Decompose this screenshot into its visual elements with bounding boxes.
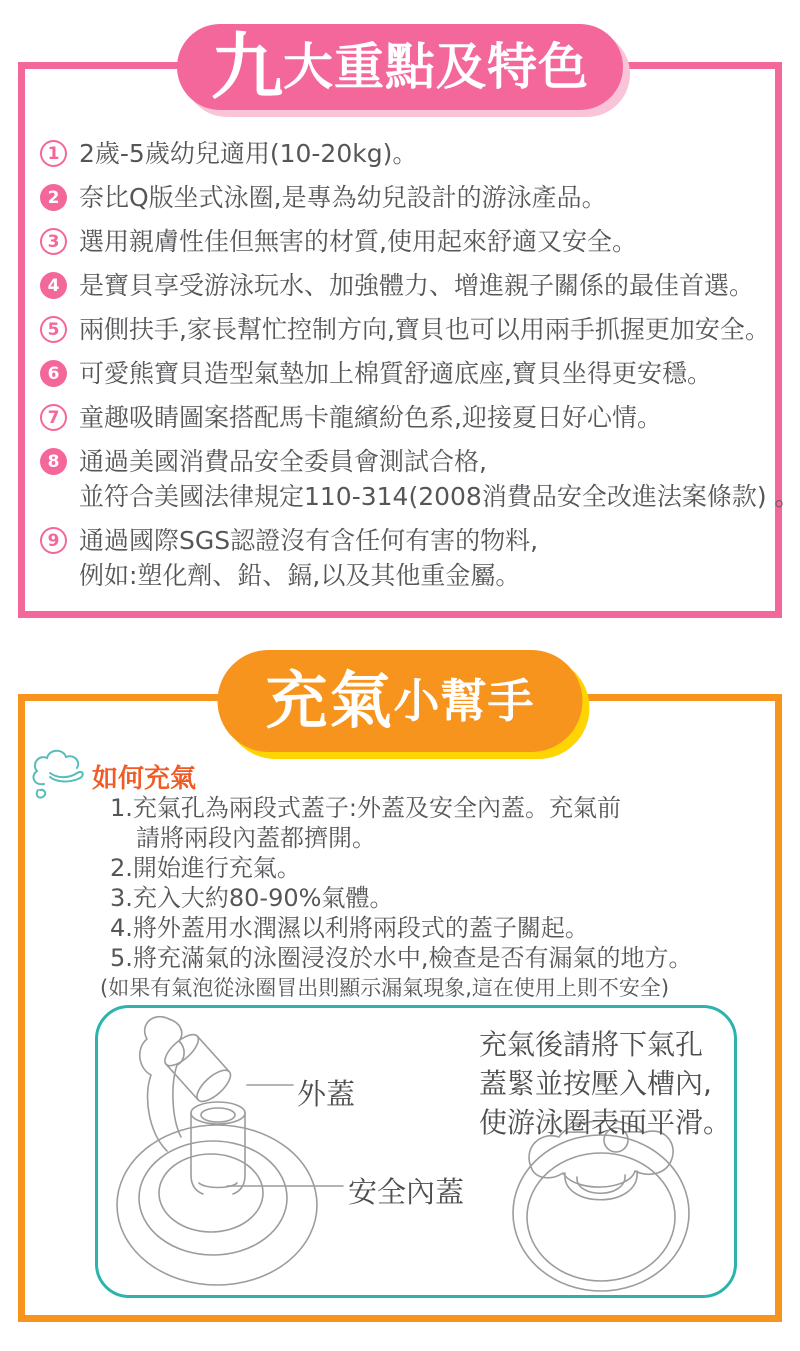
number-badge-3: 3 (40, 228, 67, 255)
feature-text: 奈比Q版坐式泳圈,是專為幼兒設計的游泳產品。 (79, 183, 607, 212)
feature-item-3 (40, 226, 760, 257)
step-4: 4.將外蓋用水潤濕以利將兩段式的蓋子關起。 (110, 914, 589, 942)
inflation-title-rest: 小幫手 (393, 674, 535, 728)
feature-text: 通過美國消費品安全委員會測試合格, (79, 447, 487, 476)
feature-item-6 (40, 358, 760, 389)
number-badge-4: 4 (40, 272, 67, 299)
number-badge-8: 8 (40, 448, 67, 475)
features-title-big: 九 (210, 25, 284, 109)
number-badge-5: 5 (40, 316, 67, 343)
feature-text: 童趣吸睛圖案搭配馬卡龍繽紛色系,迎接夏日好心情。 (79, 403, 662, 432)
feature-item-2 (40, 182, 760, 213)
howto-heading: 如何充氣 (92, 764, 197, 794)
tip-line-3: 使游泳圈表面平滑。 (479, 1106, 732, 1139)
number-badge-7: 7 (40, 404, 67, 431)
feature-text: 可愛熊寶貝造型氣墊加上棉質舒適底座,寶貝坐得更安穩。 (79, 359, 712, 388)
feature-text-continued: 並符合美國法律規定110-314(2008消費品安全改進法案條款) 。 (79, 482, 800, 511)
inflation-title-big: 充氣 (265, 664, 394, 737)
tip-line-2: 蓋緊並按壓入槽內, (479, 1067, 712, 1100)
tip-line-1: 充氣後請將下氣孔 (479, 1028, 704, 1061)
feature-list (40, 138, 800, 604)
wind-cloud-icon (28, 746, 90, 806)
number-badge-9: 9 (40, 527, 67, 554)
feature-item-8 (40, 446, 800, 512)
features-title-badge (177, 24, 623, 110)
step-1: 1.充氣孔為兩段式蓋子:外蓋及安全內蓋。充氣前 (110, 794, 621, 822)
inflation-title-badge (217, 650, 582, 752)
inflation-steps (100, 793, 693, 1003)
feature-text: 2歲-5歲幼兒適用(10-20kg)。 (79, 139, 418, 168)
inner-cap-label: 安全內蓋 (348, 1175, 465, 1209)
feature-item-7 (40, 402, 760, 433)
number-badge-1: 1 (40, 140, 67, 167)
feature-item-1 (40, 138, 760, 169)
number-badge-2: 2 (40, 184, 67, 211)
feature-text: 兩側扶手,家長幫忙控制方向,寶貝也可以用兩手抓握更加安全。 (79, 315, 770, 344)
feature-text: 通過國際SGS認證沒有含任何有害的物料, (79, 526, 539, 555)
features-title-rest: 大重點及特色 (283, 38, 590, 96)
feature-text: 是寶貝享受游泳玩水、加強體力、增進親子關係的最佳首選。 (79, 271, 755, 300)
step-1-continued: 請將兩段內蓋都擠開。 (136, 824, 376, 852)
step-3: 3.充入大約80-90%氣體。 (110, 884, 394, 912)
outer-cap-label: 外蓋 (297, 1077, 356, 1111)
leak-warning-note: (如果有氣泡從泳圈冒出則顯示漏氣現象,這在使用上則不安全) (100, 976, 670, 1000)
step-5: 5.將充滿氣的泳圈浸沒於水中,檢查是否有漏氣的地方。 (110, 944, 693, 972)
feature-item-5 (40, 314, 770, 345)
number-badge-6: 6 (40, 360, 67, 387)
feature-item-9 (40, 525, 760, 591)
feature-text: 選用親膚性佳但無害的材質,使用起來舒適又安全。 (79, 227, 637, 256)
step-2: 2.開始進行充氣。 (110, 854, 301, 882)
press-valve-tip (479, 1025, 734, 1142)
feature-item-4 (40, 270, 760, 301)
feature-text-continued: 例如:塑化劑、鉛、鎘,以及其他重金屬。 (79, 561, 521, 590)
